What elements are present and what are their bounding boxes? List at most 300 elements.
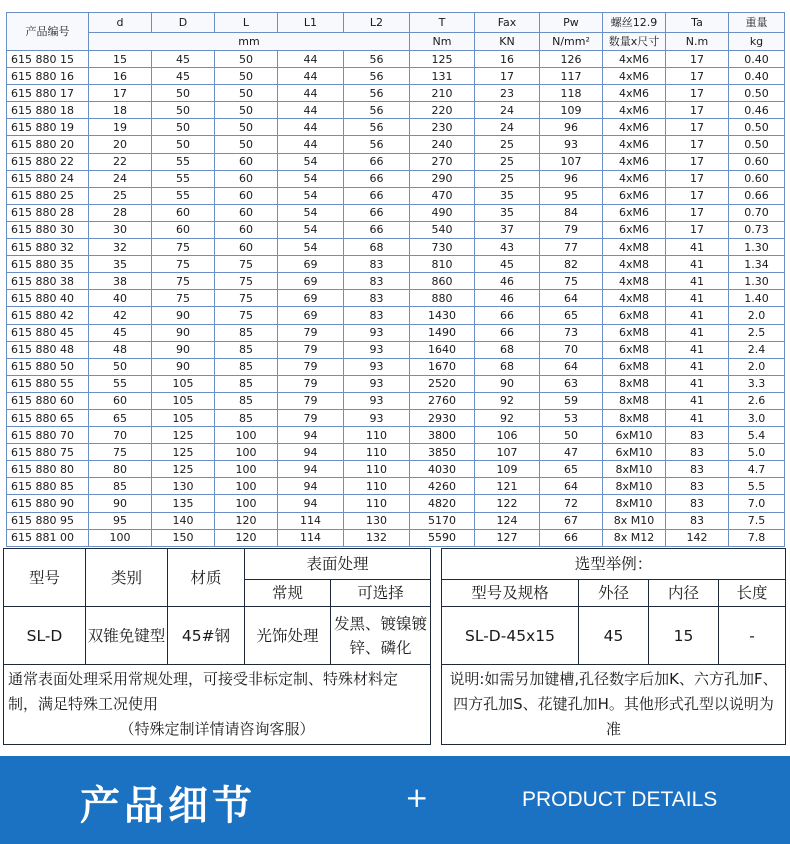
table-cell: 79 (278, 341, 344, 358)
table-cell: 59 (540, 392, 603, 409)
table-cell: 83 (344, 307, 410, 324)
table-cell: 83 (666, 461, 729, 478)
table-cell: 3850 (410, 444, 475, 461)
table-row (7, 512, 785, 529)
table-cell: 37 (475, 221, 540, 238)
table-row (7, 85, 785, 102)
table-cell: 121 (475, 478, 540, 495)
table-cell: 8xM8 (603, 392, 666, 409)
table-cell: 5.4 (729, 427, 785, 444)
table-cell: 109 (475, 461, 540, 478)
table-cell: 3800 (410, 427, 475, 444)
table-cell: 66 (344, 187, 410, 204)
table-cell: 18 (89, 102, 152, 119)
table-cell: 8xM10 (603, 461, 666, 478)
table-cell: 7.0 (729, 495, 785, 512)
table-cell: 2760 (410, 392, 475, 409)
table-cell: 4xM6 (603, 85, 666, 102)
table-cell: 90 (152, 341, 215, 358)
table-cell: 0.66 (729, 187, 785, 204)
table-cell: 50 (89, 358, 152, 375)
table-cell: 41 (666, 290, 729, 307)
table-cell: 110 (344, 478, 410, 495)
part-number-cell: 615 880 90 (7, 495, 89, 512)
table-cell: 84 (540, 204, 603, 221)
table-cell: 17 (666, 136, 729, 153)
table-cell: 60 (215, 204, 278, 221)
table-cell: 85 (89, 478, 152, 495)
table-cell: 0.46 (729, 102, 785, 119)
unit-Pw: N/mm² (540, 33, 603, 51)
table-cell: 120 (215, 529, 278, 546)
table-cell: 66 (344, 170, 410, 187)
table-cell: 270 (410, 153, 475, 170)
table-cell: 16 (89, 68, 152, 85)
table-cell: 25 (89, 187, 152, 204)
table-cell: 42 (89, 307, 152, 324)
table-cell: 85 (215, 358, 278, 375)
table-cell: 17 (666, 51, 729, 68)
table-cell: 0.40 (729, 51, 785, 68)
table-cell: 60 (215, 221, 278, 238)
table-row (7, 461, 785, 478)
table-cell: 2.4 (729, 341, 785, 358)
table-cell: 60 (215, 170, 278, 187)
table-cell: 60 (152, 221, 215, 238)
table-cell: 8xM8 (603, 375, 666, 392)
table-cell: 72 (540, 495, 603, 512)
table-row (7, 204, 785, 221)
table-cell: 490 (410, 204, 475, 221)
table-cell: 60 (215, 239, 278, 256)
table-cell: 540 (410, 221, 475, 238)
table-cell: 85 (215, 409, 278, 426)
table-cell: 210 (410, 85, 475, 102)
table-cell: 0.50 (729, 119, 785, 136)
value-surface-standard: 光饰处理 (245, 607, 331, 665)
table-cell: 22 (89, 153, 152, 170)
table-cell: 69 (278, 307, 344, 324)
table-cell: 17 (475, 68, 540, 85)
part-number-cell: 615 880 16 (7, 68, 89, 85)
table-cell: 132 (344, 529, 410, 546)
table-cell: 50 (152, 102, 215, 119)
table-cell: 17 (666, 187, 729, 204)
table-cell: 55 (152, 153, 215, 170)
table-row (7, 358, 785, 375)
part-number-cell: 615 880 30 (7, 221, 89, 238)
table-cell: 50 (152, 85, 215, 102)
table-cell: 44 (278, 102, 344, 119)
table-cell: 50 (215, 68, 278, 85)
table-cell: 75 (215, 273, 278, 290)
table-cell: 92 (475, 392, 540, 409)
table-cell: 35 (475, 204, 540, 221)
table-row (7, 136, 785, 153)
value-material: 45#钢 (168, 607, 245, 665)
header-surface-standard: 常规 (245, 580, 331, 607)
table-row (7, 221, 785, 238)
selection-example-table (441, 548, 786, 745)
table-cell: 4260 (410, 478, 475, 495)
unit-T: Nm (410, 33, 475, 51)
table-cell: 110 (344, 427, 410, 444)
table-cell: 15 (89, 51, 152, 68)
header-model: 型号 (4, 549, 86, 607)
table-cell: 105 (152, 375, 215, 392)
table-cell: 1640 (410, 341, 475, 358)
table-cell: 0.73 (729, 221, 785, 238)
table-cell: 66 (475, 324, 540, 341)
part-number-cell: 615 880 32 (7, 239, 89, 256)
table-cell: 8xM10 (603, 495, 666, 512)
table-cell: 6xM8 (603, 341, 666, 358)
table-cell: 4xM8 (603, 273, 666, 290)
table-cell: 0.60 (729, 170, 785, 187)
table-cell: 85 (215, 341, 278, 358)
table-row (7, 529, 785, 546)
table-cell: 65 (540, 461, 603, 478)
col-header-L: L (215, 13, 278, 33)
table-row (7, 392, 785, 409)
table-cell: 130 (344, 512, 410, 529)
table-cell: 60 (152, 204, 215, 221)
table-cell: 55 (152, 187, 215, 204)
table-cell: 290 (410, 170, 475, 187)
table-cell: 41 (666, 239, 729, 256)
table-cell: 44 (278, 85, 344, 102)
table-cell: 107 (475, 444, 540, 461)
table-cell: 60 (89, 392, 152, 409)
table-row (7, 153, 785, 170)
table-cell: 56 (344, 51, 410, 68)
table-cell: 93 (344, 324, 410, 341)
table-cell: 83 (344, 290, 410, 307)
table-cell: 109 (540, 102, 603, 119)
unit-Fax: KN (475, 33, 540, 51)
table-cell: 8xM8 (603, 409, 666, 426)
table-cell: 60 (215, 153, 278, 170)
table-cell: 100 (215, 444, 278, 461)
table-cell: 17 (666, 221, 729, 238)
col-header-L2: L2 (344, 13, 410, 33)
table-cell: 117 (540, 68, 603, 85)
table-cell: 8xM10 (603, 478, 666, 495)
table-cell: 75 (152, 290, 215, 307)
table-cell: 16 (475, 51, 540, 68)
part-number-cell: 615 880 95 (7, 512, 89, 529)
table-cell: 4xM6 (603, 136, 666, 153)
table-cell: 69 (278, 256, 344, 273)
table-cell: 46 (475, 273, 540, 290)
value-inner-dia: 15 (649, 607, 719, 665)
table-cell: 100 (215, 495, 278, 512)
table-cell: 860 (410, 273, 475, 290)
spec-table (6, 12, 785, 547)
table-cell: 2930 (410, 409, 475, 426)
table-cell: 50 (215, 85, 278, 102)
header-spec: 型号及规格 (442, 580, 579, 607)
table-cell: 56 (344, 85, 410, 102)
part-number-cell: 615 880 22 (7, 153, 89, 170)
table-cell: 2.0 (729, 358, 785, 375)
table-cell: 55 (89, 375, 152, 392)
table-cell: 75 (152, 239, 215, 256)
table-cell: 90 (89, 495, 152, 512)
table-row (7, 256, 785, 273)
table-cell: 66 (540, 529, 603, 546)
table-row (7, 444, 785, 461)
table-cell: 4xM8 (603, 290, 666, 307)
table-cell: 0.50 (729, 85, 785, 102)
col-header-screw: 螺丝12.9 (603, 13, 666, 33)
table-row (7, 375, 785, 392)
table-cell: 5170 (410, 512, 475, 529)
surface-note-cell (4, 665, 431, 745)
table-cell: 1.30 (729, 273, 785, 290)
table-cell: 118 (540, 85, 603, 102)
table-row (7, 170, 785, 187)
part-number-cell: 615 880 65 (7, 409, 89, 426)
table-row (7, 239, 785, 256)
banner-subtitle: PRODUCT DETAILS (522, 788, 718, 811)
table-cell: 4xM6 (603, 153, 666, 170)
table-cell: 125 (152, 461, 215, 478)
table-cell: 810 (410, 256, 475, 273)
table-cell: 83 (666, 427, 729, 444)
table-cell: 8x M10 (603, 512, 666, 529)
table-cell: 41 (666, 256, 729, 273)
table-cell: 65 (540, 307, 603, 324)
table-row (7, 427, 785, 444)
table-cell: 0.40 (729, 68, 785, 85)
table-cell: 4xM6 (603, 68, 666, 85)
table-cell: 105 (152, 392, 215, 409)
table-cell: 50 (152, 136, 215, 153)
table-cell: 1430 (410, 307, 475, 324)
table-cell: 75 (89, 444, 152, 461)
table-cell: 110 (344, 444, 410, 461)
table-cell: 75 (152, 273, 215, 290)
table-cell: 135 (152, 495, 215, 512)
table-cell: 66 (475, 307, 540, 324)
table-cell: 66 (344, 221, 410, 238)
table-cell: 85 (215, 375, 278, 392)
table-cell: 130 (152, 478, 215, 495)
table-cell: 127 (475, 529, 540, 546)
table-cell: 35 (475, 187, 540, 204)
part-number-cell: 615 880 50 (7, 358, 89, 375)
table-cell: 56 (344, 68, 410, 85)
table-cell: 41 (666, 273, 729, 290)
table-cell: 32 (89, 239, 152, 256)
table-row (7, 290, 785, 307)
table-cell: 83 (666, 444, 729, 461)
table-cell: 126 (540, 51, 603, 68)
table-cell: 4820 (410, 495, 475, 512)
table-cell: 25 (475, 170, 540, 187)
table-cell: 240 (410, 136, 475, 153)
table-cell: 54 (278, 221, 344, 238)
table-cell: 94 (278, 495, 344, 512)
table-cell: 93 (344, 392, 410, 409)
table-cell: 17 (89, 85, 152, 102)
table-cell: 79 (278, 392, 344, 409)
table-cell: 100 (215, 461, 278, 478)
part-number-cell: 615 880 85 (7, 478, 89, 495)
table-cell: 38 (89, 273, 152, 290)
part-number-cell: 615 880 45 (7, 324, 89, 341)
part-number-cell: 615 880 55 (7, 375, 89, 392)
table-cell: 3.0 (729, 409, 785, 426)
table-cell: 2520 (410, 375, 475, 392)
table-cell: 90 (152, 324, 215, 341)
table-cell: 124 (475, 512, 540, 529)
table-cell: 85 (215, 324, 278, 341)
table-cell: 79 (278, 358, 344, 375)
header-outer-dia: 外径 (579, 580, 649, 607)
table-cell: 131 (410, 68, 475, 85)
unit-mm: mm (89, 33, 410, 51)
table-cell: 120 (215, 512, 278, 529)
table-cell: 79 (540, 221, 603, 238)
table-cell: 4xM6 (603, 170, 666, 187)
table-cell: 41 (666, 409, 729, 426)
table-cell: 44 (278, 68, 344, 85)
table-cell: 63 (540, 375, 603, 392)
table-cell: 64 (540, 290, 603, 307)
table-cell: 69 (278, 290, 344, 307)
table-cell: 44 (278, 51, 344, 68)
table-cell: 83 (666, 495, 729, 512)
table-cell: 94 (278, 478, 344, 495)
part-number-cell: 615 880 19 (7, 119, 89, 136)
table-cell: 50 (152, 119, 215, 136)
table-cell: 1.40 (729, 290, 785, 307)
table-cell: 24 (89, 170, 152, 187)
col-header-Fax: Fax (475, 13, 540, 33)
table-cell: 106 (475, 427, 540, 444)
header-length: 长度 (719, 580, 786, 607)
table-cell: 35 (89, 256, 152, 273)
table-cell: 150 (152, 529, 215, 546)
table-cell: 92 (475, 409, 540, 426)
table-cell: 7.5 (729, 512, 785, 529)
table-cell: 79 (278, 324, 344, 341)
table-cell: 7.8 (729, 529, 785, 546)
table-cell: 70 (540, 341, 603, 358)
part-number-cell: 615 880 15 (7, 51, 89, 68)
table-cell: 83 (666, 512, 729, 529)
table-cell: 90 (152, 358, 215, 375)
table-cell: 66 (344, 153, 410, 170)
table-row (7, 102, 785, 119)
table-cell: 105 (152, 409, 215, 426)
banner-title: 产品细节 (80, 783, 256, 829)
table-cell: 140 (152, 512, 215, 529)
table-cell: 48 (89, 341, 152, 358)
col-header-L1: L1 (278, 13, 344, 33)
table-cell: 75 (215, 307, 278, 324)
spec-header-row (7, 13, 785, 33)
table-cell: 68 (344, 239, 410, 256)
table-cell: 90 (152, 307, 215, 324)
table-cell: 3.3 (729, 375, 785, 392)
table-cell: 6xM10 (603, 444, 666, 461)
table-cell: 28 (89, 204, 152, 221)
table-cell: 142 (666, 529, 729, 546)
table-cell: 30 (89, 221, 152, 238)
table-cell: 2.6 (729, 392, 785, 409)
spec-body (7, 51, 785, 547)
part-number-cell: 615 880 80 (7, 461, 89, 478)
table-cell: 20 (89, 136, 152, 153)
table-cell: 83 (666, 478, 729, 495)
header-type: 类别 (86, 549, 168, 607)
table-cell: 17 (666, 68, 729, 85)
table-cell: 68 (475, 358, 540, 375)
table-cell: 5.0 (729, 444, 785, 461)
header-inner-dia: 内径 (649, 580, 719, 607)
unit-Ta: N.m (666, 33, 729, 51)
table-cell: 46 (475, 290, 540, 307)
table-cell: 6xM8 (603, 307, 666, 324)
part-number-cell: 615 880 48 (7, 341, 89, 358)
table-cell: 54 (278, 204, 344, 221)
table-cell: 110 (344, 495, 410, 512)
table-cell: 64 (540, 358, 603, 375)
table-cell: 56 (344, 136, 410, 153)
table-cell: 125 (152, 427, 215, 444)
table-cell: 75 (215, 290, 278, 307)
table-cell: 96 (540, 119, 603, 136)
table-cell: 73 (540, 324, 603, 341)
table-cell: 45 (152, 68, 215, 85)
table-cell: 4xM6 (603, 119, 666, 136)
table-cell: 17 (666, 204, 729, 221)
table-cell: 17 (666, 153, 729, 170)
table-cell: 110 (344, 461, 410, 478)
table-cell: 17 (666, 119, 729, 136)
table-cell: 4xM6 (603, 102, 666, 119)
col-header-d: d (89, 13, 152, 33)
table-cell: 6xM8 (603, 358, 666, 375)
col-header-Ta: Ta (666, 13, 729, 33)
header-surface-optional: 可选择 (331, 580, 431, 607)
table-cell: 68 (475, 341, 540, 358)
table-cell: 75 (540, 273, 603, 290)
table-cell: 100 (89, 529, 152, 546)
header-material: 材质 (168, 549, 245, 607)
value-outer-dia: 45 (579, 607, 649, 665)
table-cell: 2.5 (729, 324, 785, 341)
value-model: SL-D (4, 607, 86, 665)
table-cell: 41 (666, 324, 729, 341)
table-cell: 93 (540, 136, 603, 153)
part-number-cell: 615 880 17 (7, 85, 89, 102)
table-cell: 2.0 (729, 307, 785, 324)
table-cell: 50 (540, 427, 603, 444)
table-cell: 470 (410, 187, 475, 204)
table-cell: 50 (215, 51, 278, 68)
table-cell: 83 (344, 273, 410, 290)
table-cell: 94 (278, 444, 344, 461)
table-cell: 100 (215, 478, 278, 495)
table-cell: 4030 (410, 461, 475, 478)
table-cell: 230 (410, 119, 475, 136)
table-cell: 41 (666, 341, 729, 358)
table-cell: 0.50 (729, 136, 785, 153)
